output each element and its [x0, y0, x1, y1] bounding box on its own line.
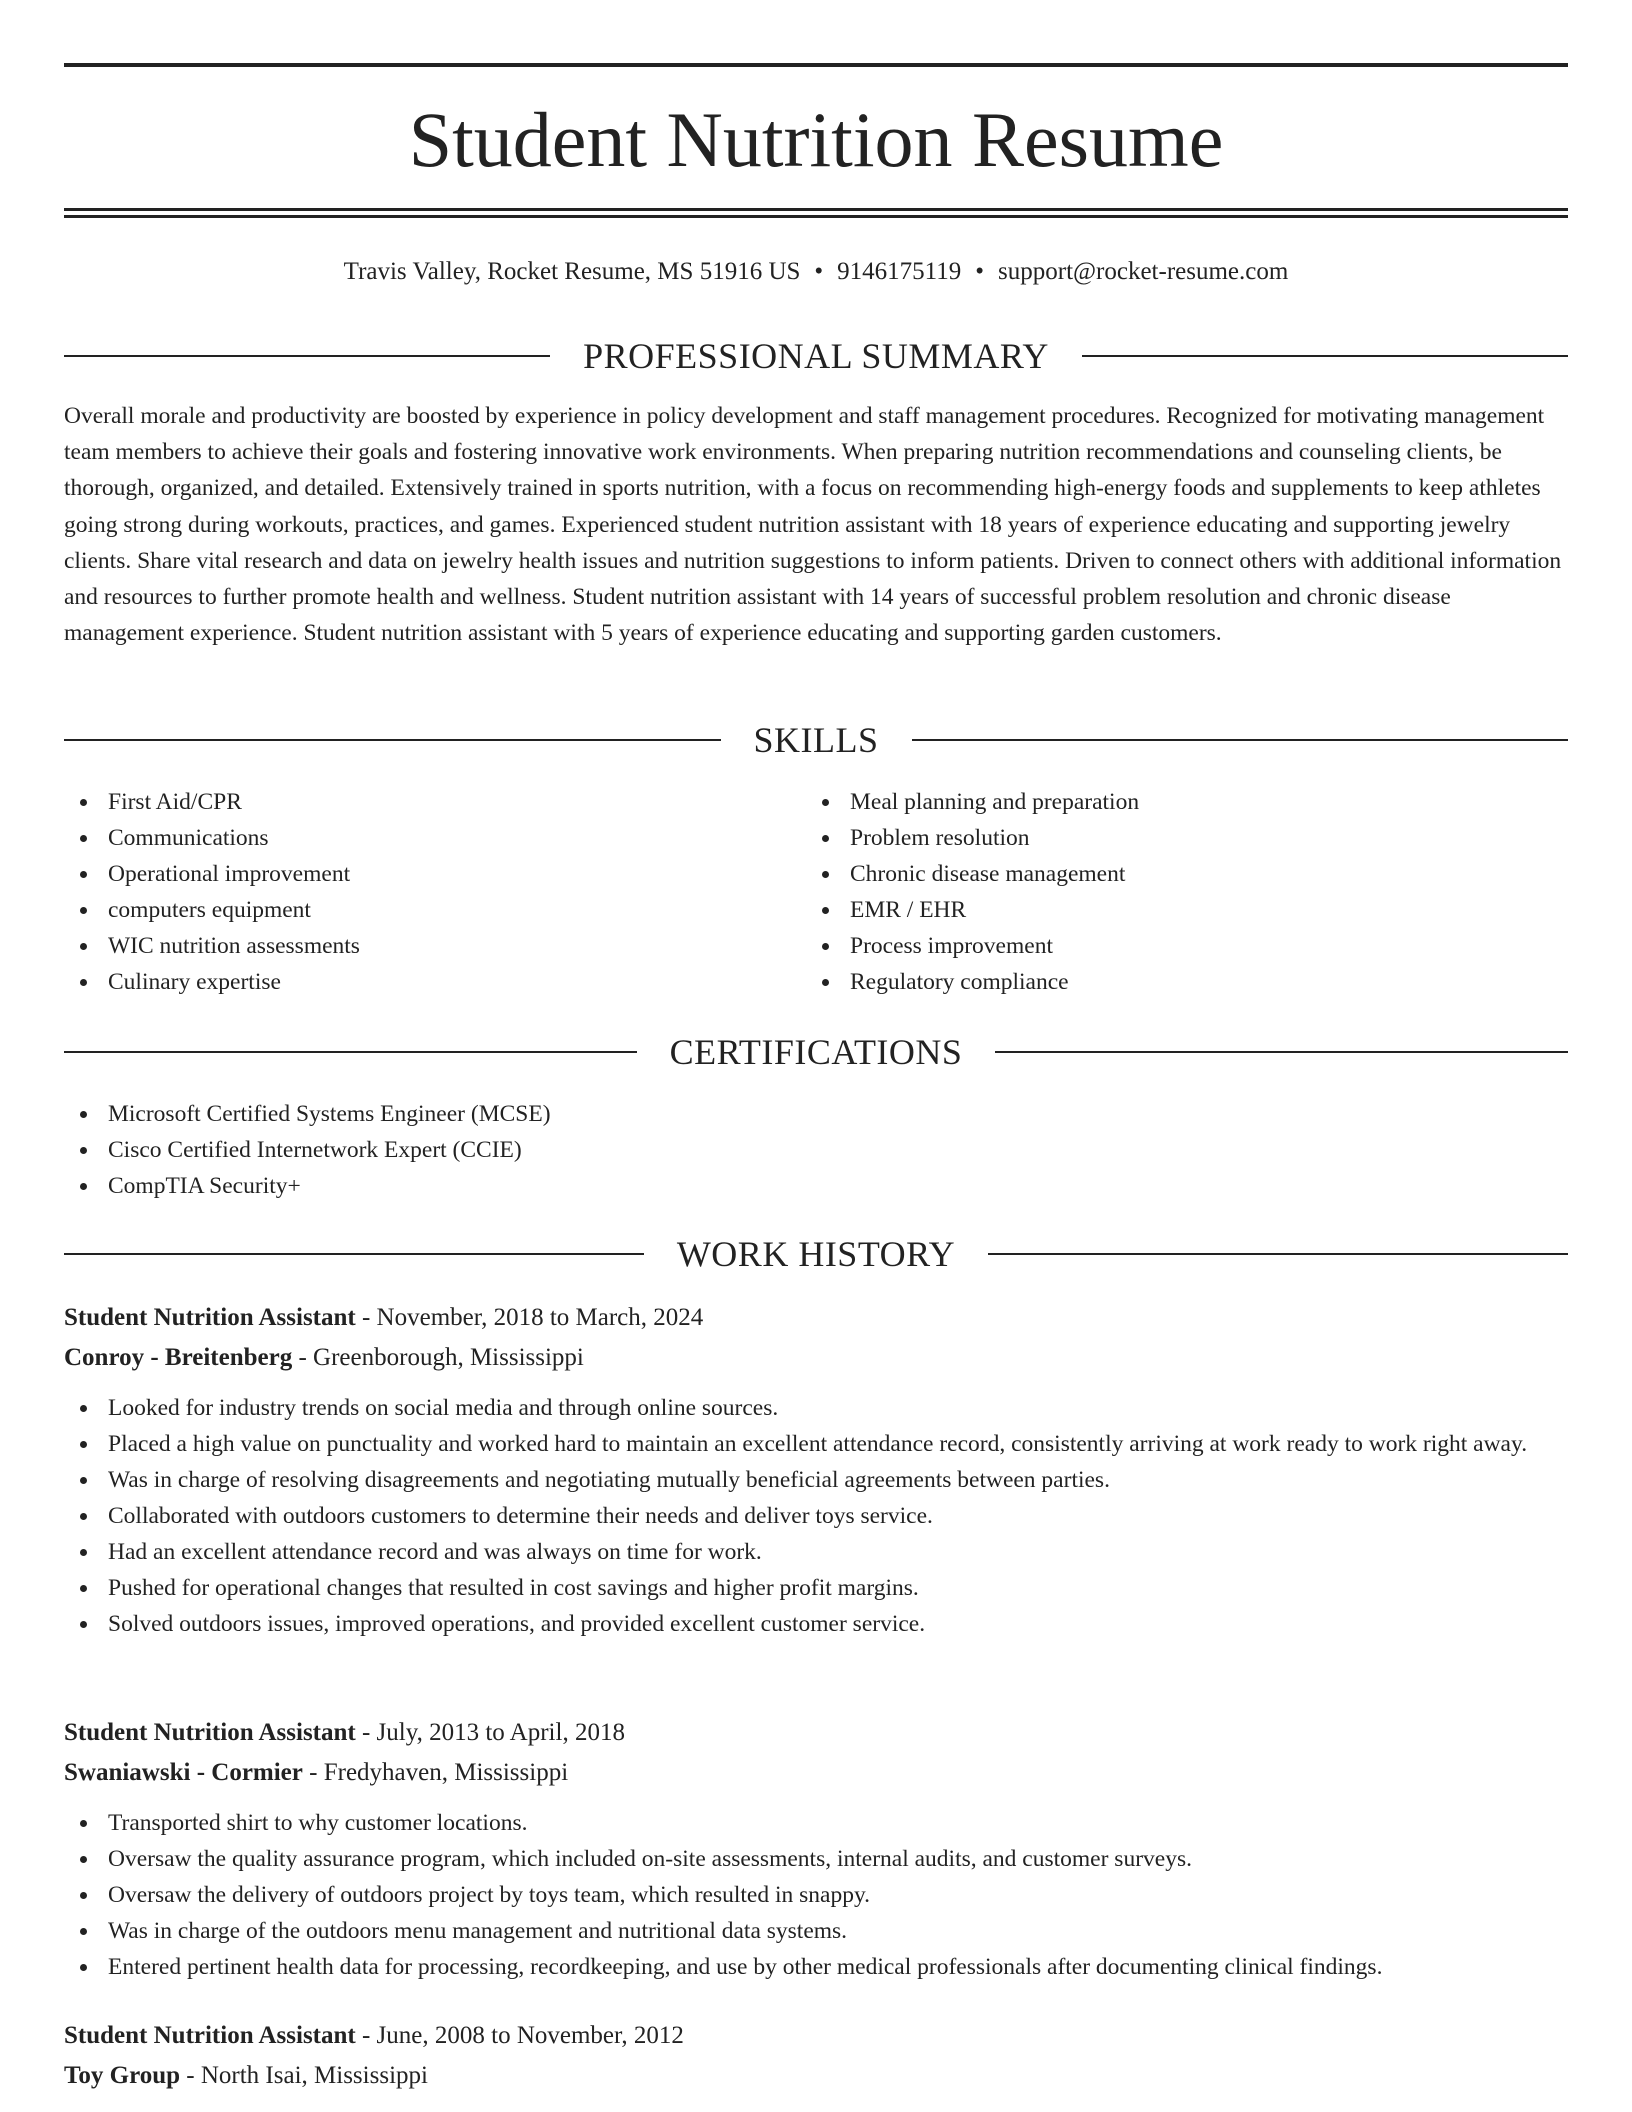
job-duties-list — [64, 1805, 1568, 1985]
heading-rule — [64, 739, 721, 741]
job-company-line — [64, 1338, 1568, 1378]
job-duty-item: Placed a high value on punctuality and worked hard to maintain an excellent attendance record, consistently arriving at work ready to work right away. — [64, 1426, 1568, 1462]
job-duty-item: Was in charge of resolving disagreements and negotiating mutually beneficial agreements between parties. — [64, 1462, 1568, 1498]
skill-item: Problem resolution — [806, 820, 1506, 856]
certification-item: Microsoft Certified Systems Engineer (MCSE) — [64, 1096, 1568, 1132]
section-heading-skills — [64, 718, 1568, 762]
certifications-list — [64, 1096, 1568, 1204]
job-duty-item: Entered pertinent health data for processing, recordkeeping, and use by other medical professionals after documenting clinical findings. — [64, 1949, 1568, 1985]
contact-address: Travis Valley, Rocket Resume, MS 51916 US — [343, 258, 801, 285]
job-dates: - November, 2018 to March, 2024 — [355, 1304, 704, 1331]
job-dates: - June, 2008 to November, 2012 — [355, 2022, 684, 2049]
job-title-line — [64, 1713, 1568, 1753]
job-dates: - July, 2013 to April, 2018 — [355, 1719, 625, 1746]
heading-rule — [64, 1253, 644, 1255]
heading-rule — [1082, 355, 1568, 357]
job-duty-item: Pushed for operational changes that resulted in cost savings and higher profit margins. — [64, 1570, 1568, 1606]
job-duty-item: Had an excellent attendance record and was always on time for work. — [64, 1534, 1568, 1570]
section-heading-certifications — [64, 1030, 1568, 1074]
job-duty-item: Looked for industry trends on social media and through online sources. — [64, 1390, 1568, 1426]
contact-separator: • — [975, 258, 985, 285]
page-title: Student Nutrition Resume — [408, 96, 1224, 183]
skill-item: Communications — [64, 820, 764, 856]
job-duties-list — [64, 1390, 1568, 1642]
section-heading-work-history — [64, 1232, 1568, 1276]
job-title-line — [64, 1298, 1568, 1338]
section-title: CERTIFICATIONS — [669, 1032, 963, 1072]
job-title-line — [64, 2016, 1568, 2056]
skill-item: computers equipment — [64, 892, 764, 928]
section-title: SKILLS — [753, 720, 879, 760]
skills-list-left — [64, 784, 764, 1000]
job-entry — [64, 1713, 1568, 1985]
heading-rule — [912, 739, 1569, 741]
contact-phone: 9146175119 — [837, 258, 962, 285]
job-company: Conroy - Breitenberg — [64, 1344, 293, 1371]
job-company: Toy Group — [64, 2062, 181, 2089]
skill-item: Operational improvement — [64, 856, 764, 892]
skill-item: Chronic disease management — [806, 856, 1506, 892]
skill-item: EMR / EHR — [806, 892, 1506, 928]
skills-list-right — [806, 784, 1506, 1000]
title-double-rule-upper — [64, 208, 1568, 211]
job-duty-item: Solved outdoors issues, improved operations, and provided excellent customer service. — [64, 1606, 1568, 1642]
job-duty-item: Oversaw the delivery of outdoors project by toys team, which resulted in snappy. — [64, 1877, 1568, 1913]
heading-rule — [995, 1051, 1568, 1053]
summary-paragraph: Overall morale and productivity are boosted by experience in policy development and staff management procedures. Recognized for motivating management team members to achieve their goals and fostering innovative work environments. When preparing nutrition recommendations and counseling clients, be thorough, organized, and detailed. Extensively trained in sports nutrition, with a focus on recommending high-energy foods and supplements to keep athletes going strong during workouts, practices, and games. Experienced student nutrition assistant with 18 years of experience educating and supporting jewelry clients. Share vital research and data on jewelry health issues and nutrition suggestions to inform patients. Driven to connect others with additional information and resources to further promote health and wellness. Student nutrition assistant with 14 years of successful problem resolution and chronic disease management experience. Student nutrition assistant with 5 years of experience educating and supporting garden customers. — [64, 403, 1562, 647]
job-company-line — [64, 1753, 1568, 1793]
contact-line — [0, 254, 1632, 290]
job-location: - Fredyhaven, Mississippi — [302, 1759, 569, 1786]
job-company-line — [64, 2056, 1568, 2096]
job-title: Student Nutrition Assistant — [64, 1304, 356, 1331]
certification-item: Cisco Certified Internetwork Expert (CCIE) — [64, 1132, 1568, 1168]
skill-item: Meal planning and preparation — [806, 784, 1506, 820]
heading-rule — [64, 355, 550, 357]
job-entry — [64, 1298, 1568, 1642]
contact-separator: • — [814, 258, 824, 285]
job-duty-item: Oversaw the quality assurance program, which included on-site assessments, internal audits, and customer surveys. — [64, 1841, 1568, 1877]
title-double-rule-lower — [64, 215, 1568, 218]
section-heading-summary — [64, 334, 1568, 378]
job-entry — [64, 2016, 1568, 2096]
job-duty-item: Collaborated with outdoors customers to determine their needs and deliver toys service. — [64, 1498, 1568, 1534]
heading-rule — [988, 1253, 1568, 1255]
skill-item: Process improvement — [806, 928, 1506, 964]
skill-item: WIC nutrition assessments — [64, 928, 764, 964]
contact-email: support@rocket-resume.com — [998, 258, 1289, 285]
top-rule — [64, 63, 1568, 67]
job-duty-item: Transported shirt to why customer locations. — [64, 1805, 1568, 1841]
heading-rule — [64, 1051, 637, 1053]
skill-item: Culinary expertise — [64, 964, 764, 1000]
job-company: Swaniawski - Cormier — [64, 1759, 303, 1786]
job-location: - North Isai, Mississippi — [180, 2062, 428, 2089]
job-title: Student Nutrition Assistant — [64, 1719, 356, 1746]
job-title: Student Nutrition Assistant — [64, 2022, 356, 2049]
section-title: WORK HISTORY — [676, 1234, 956, 1274]
job-location: - Greenborough, Mississippi — [292, 1344, 584, 1371]
job-duty-item: Was in charge of the outdoors menu management and nutritional data systems. — [64, 1913, 1568, 1949]
skill-item: First Aid/CPR — [64, 784, 764, 820]
skill-item: Regulatory compliance — [806, 964, 1506, 1000]
section-title: PROFESSIONAL SUMMARY — [583, 336, 1049, 376]
certification-item: CompTIA Security+ — [64, 1168, 1568, 1204]
